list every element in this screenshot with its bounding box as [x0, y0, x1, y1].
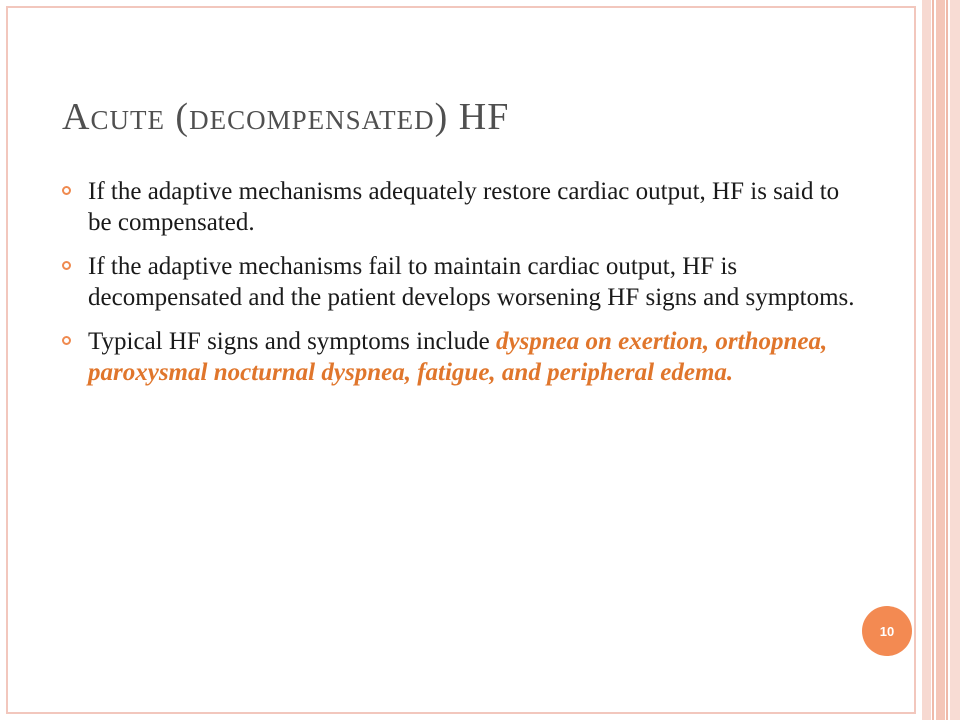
decorative-stripe — [936, 0, 945, 720]
bullet-circle-icon — [62, 336, 71, 345]
bullet-circle-icon — [62, 186, 71, 195]
bullet-list — [60, 176, 860, 401]
bullet-item — [60, 176, 860, 238]
bullet-item — [60, 326, 860, 388]
decorative-stripe — [932, 0, 934, 720]
decorative-stripe — [946, 0, 948, 720]
page-number-badge: 10 — [862, 606, 912, 656]
bullet-text: If the adaptive mechanisms fail to maintain cardiac output, HF is decompensated and the patient develops worsening HF signs and symptoms. — [88, 253, 855, 311]
bullet-text: Typical HF signs and symptoms include — [88, 328, 496, 355]
bullet-text: If the adaptive mechanisms adequately restore cardiac output, HF is said to be compensated. — [88, 178, 840, 236]
decorative-stripe — [950, 0, 960, 720]
bullet-circle-icon — [62, 261, 71, 270]
bullet-item — [60, 251, 860, 313]
slide-title: Acute (decompensated) HF — [62, 96, 510, 138]
decorative-stripe — [922, 0, 931, 720]
bullet-emphasis-text: dyspnea on exertion, orthopnea, paroxysmal nocturnal dyspnea, fatigue, and peripheral edema. — [88, 328, 828, 386]
